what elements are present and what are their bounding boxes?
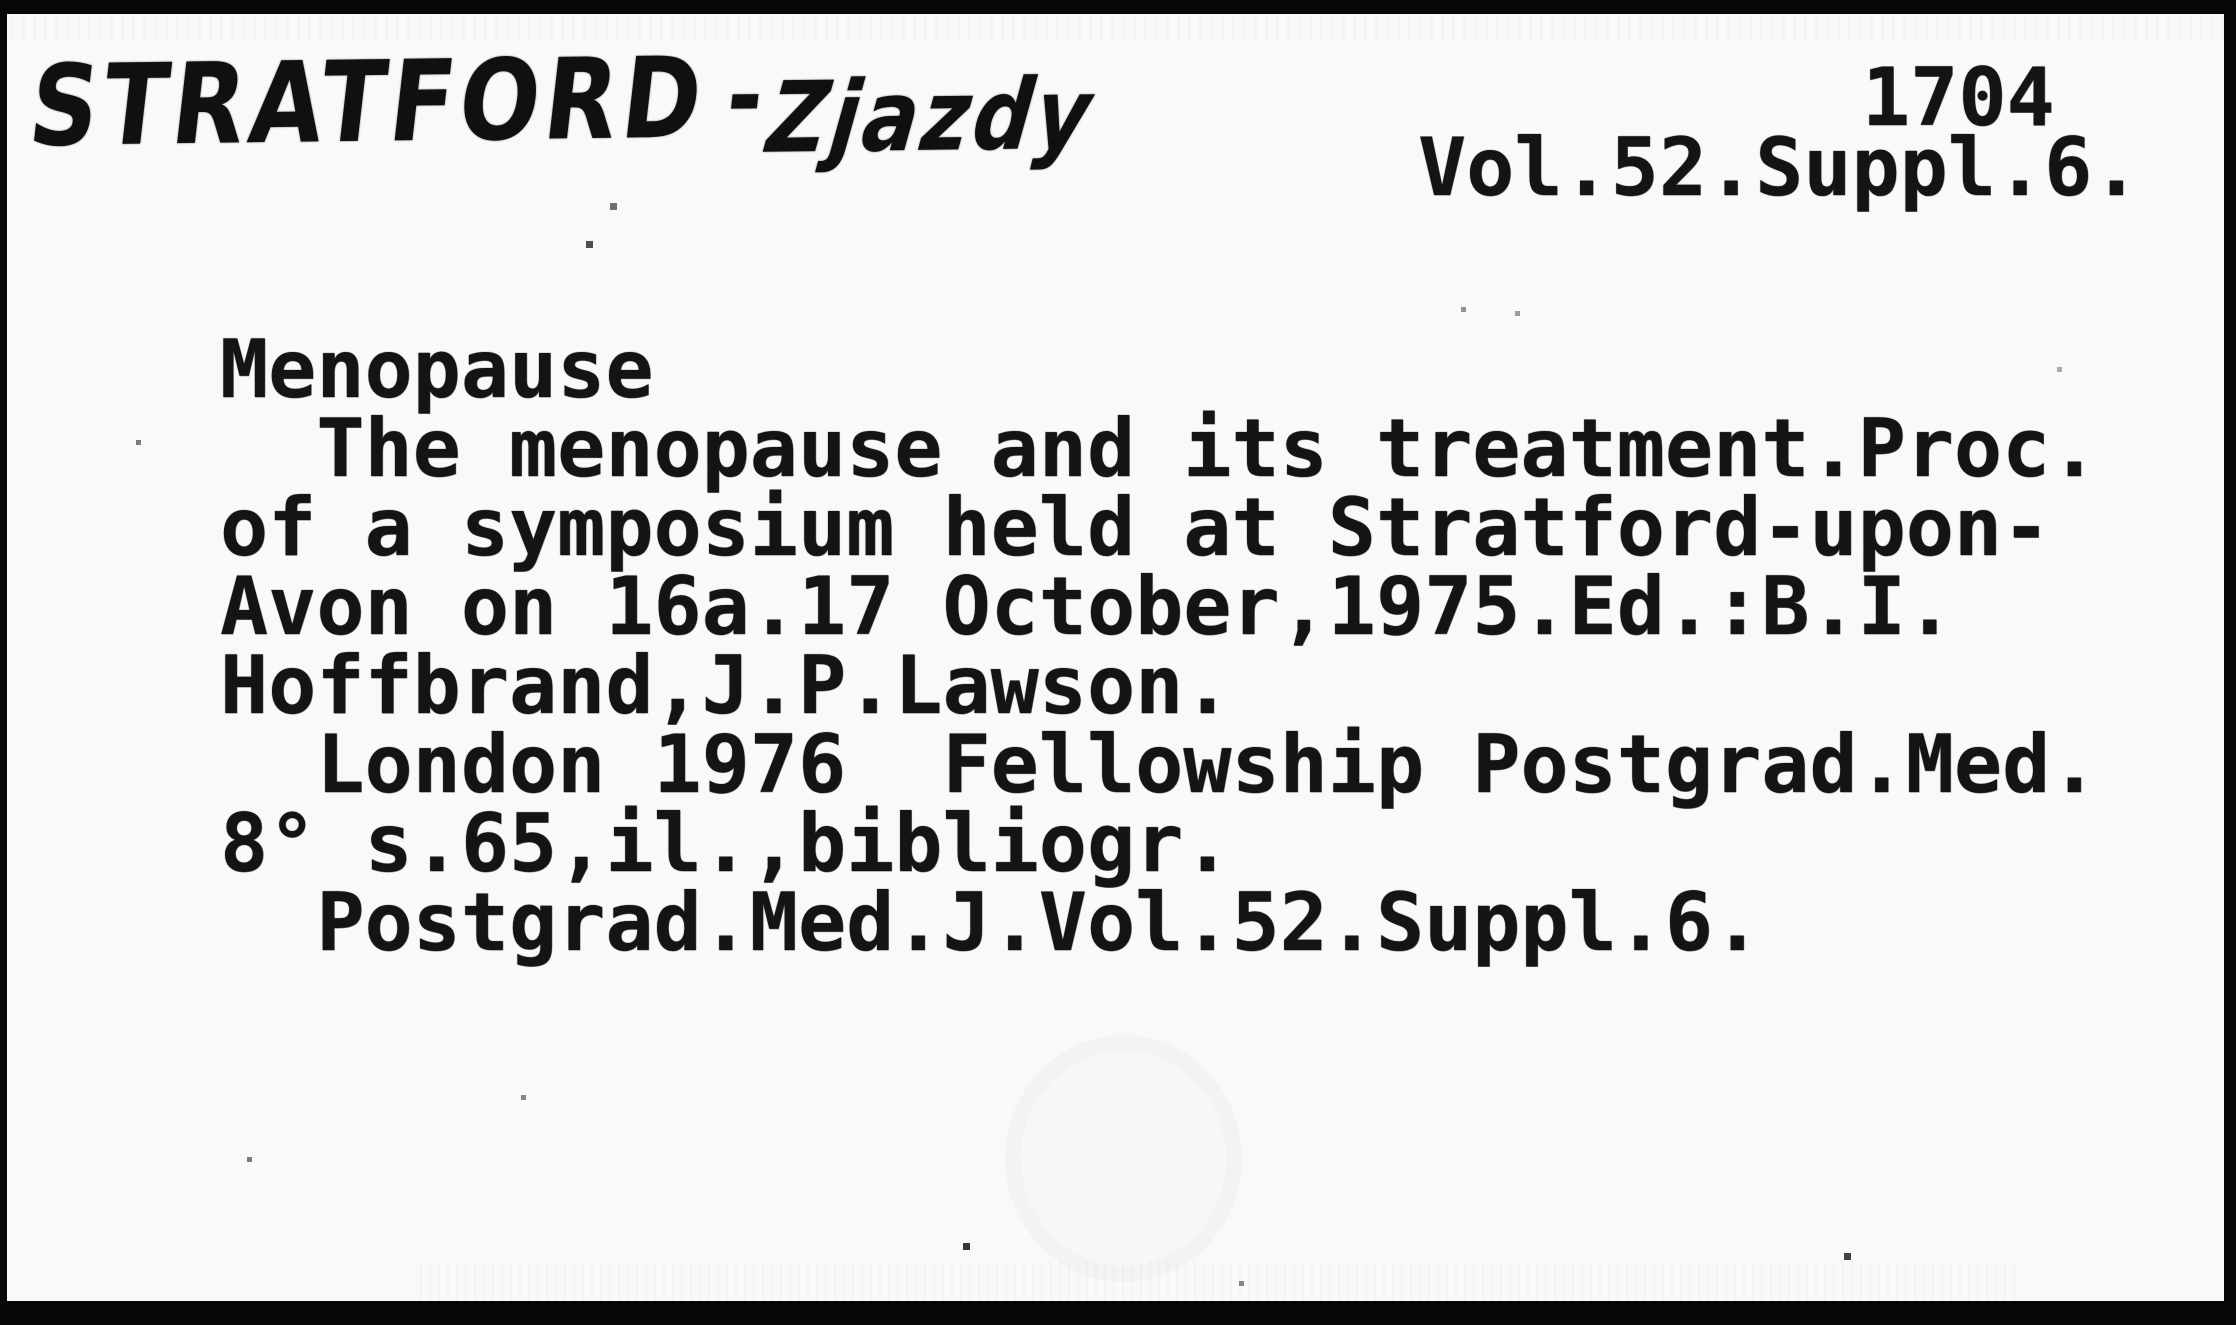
scan-edge-bottom: [0, 1301, 2236, 1325]
scan-edge-right: [2224, 0, 2236, 1325]
scan-grime-bottom: [420, 1261, 2020, 1301]
volume-reference: Vol.52.Suppl.6.: [1418, 121, 2141, 214]
scan-noise-specks: [0, 0, 3, 3]
entry-line-imprint: London 1976 Fellowship Postgrad.Med.: [220, 718, 2099, 811]
paper-watermark: [1005, 1035, 1242, 1282]
scan-edge-left: [0, 0, 7, 1325]
entry-line-editors: Hoffbrand,J.P.Lawson.: [220, 639, 1232, 732]
entry-line-subject: Menopause: [220, 323, 654, 416]
subject-heading: [23, 29, 1103, 176]
subject-heading-main: STRATFORD: [23, 33, 714, 172]
entry-line-collation: 8° s.65,il.,bibliogr.: [220, 797, 1232, 890]
scan-grime-top: [0, 14, 2236, 40]
scan-edge-top: [0, 0, 2236, 14]
subject-heading-secondary: Zjazdy: [762, 57, 1100, 176]
card-number: 1704: [1862, 51, 2055, 144]
subject-heading-separator: -: [721, 36, 770, 155]
entry-line-title-3: Avon on 16a.17 October,1975.Ed.:B.I.: [220, 560, 1954, 653]
catalog-entry: [220, 323, 2099, 969]
entry-line-title-2: of a symposium held at Stratford-upon-: [220, 481, 2051, 574]
entry-line-series: Postgrad.Med.J.Vol.52.Suppl.6.: [220, 876, 1762, 969]
entry-line-title-1: The menopause and its treatment.Proc.: [220, 402, 2099, 495]
